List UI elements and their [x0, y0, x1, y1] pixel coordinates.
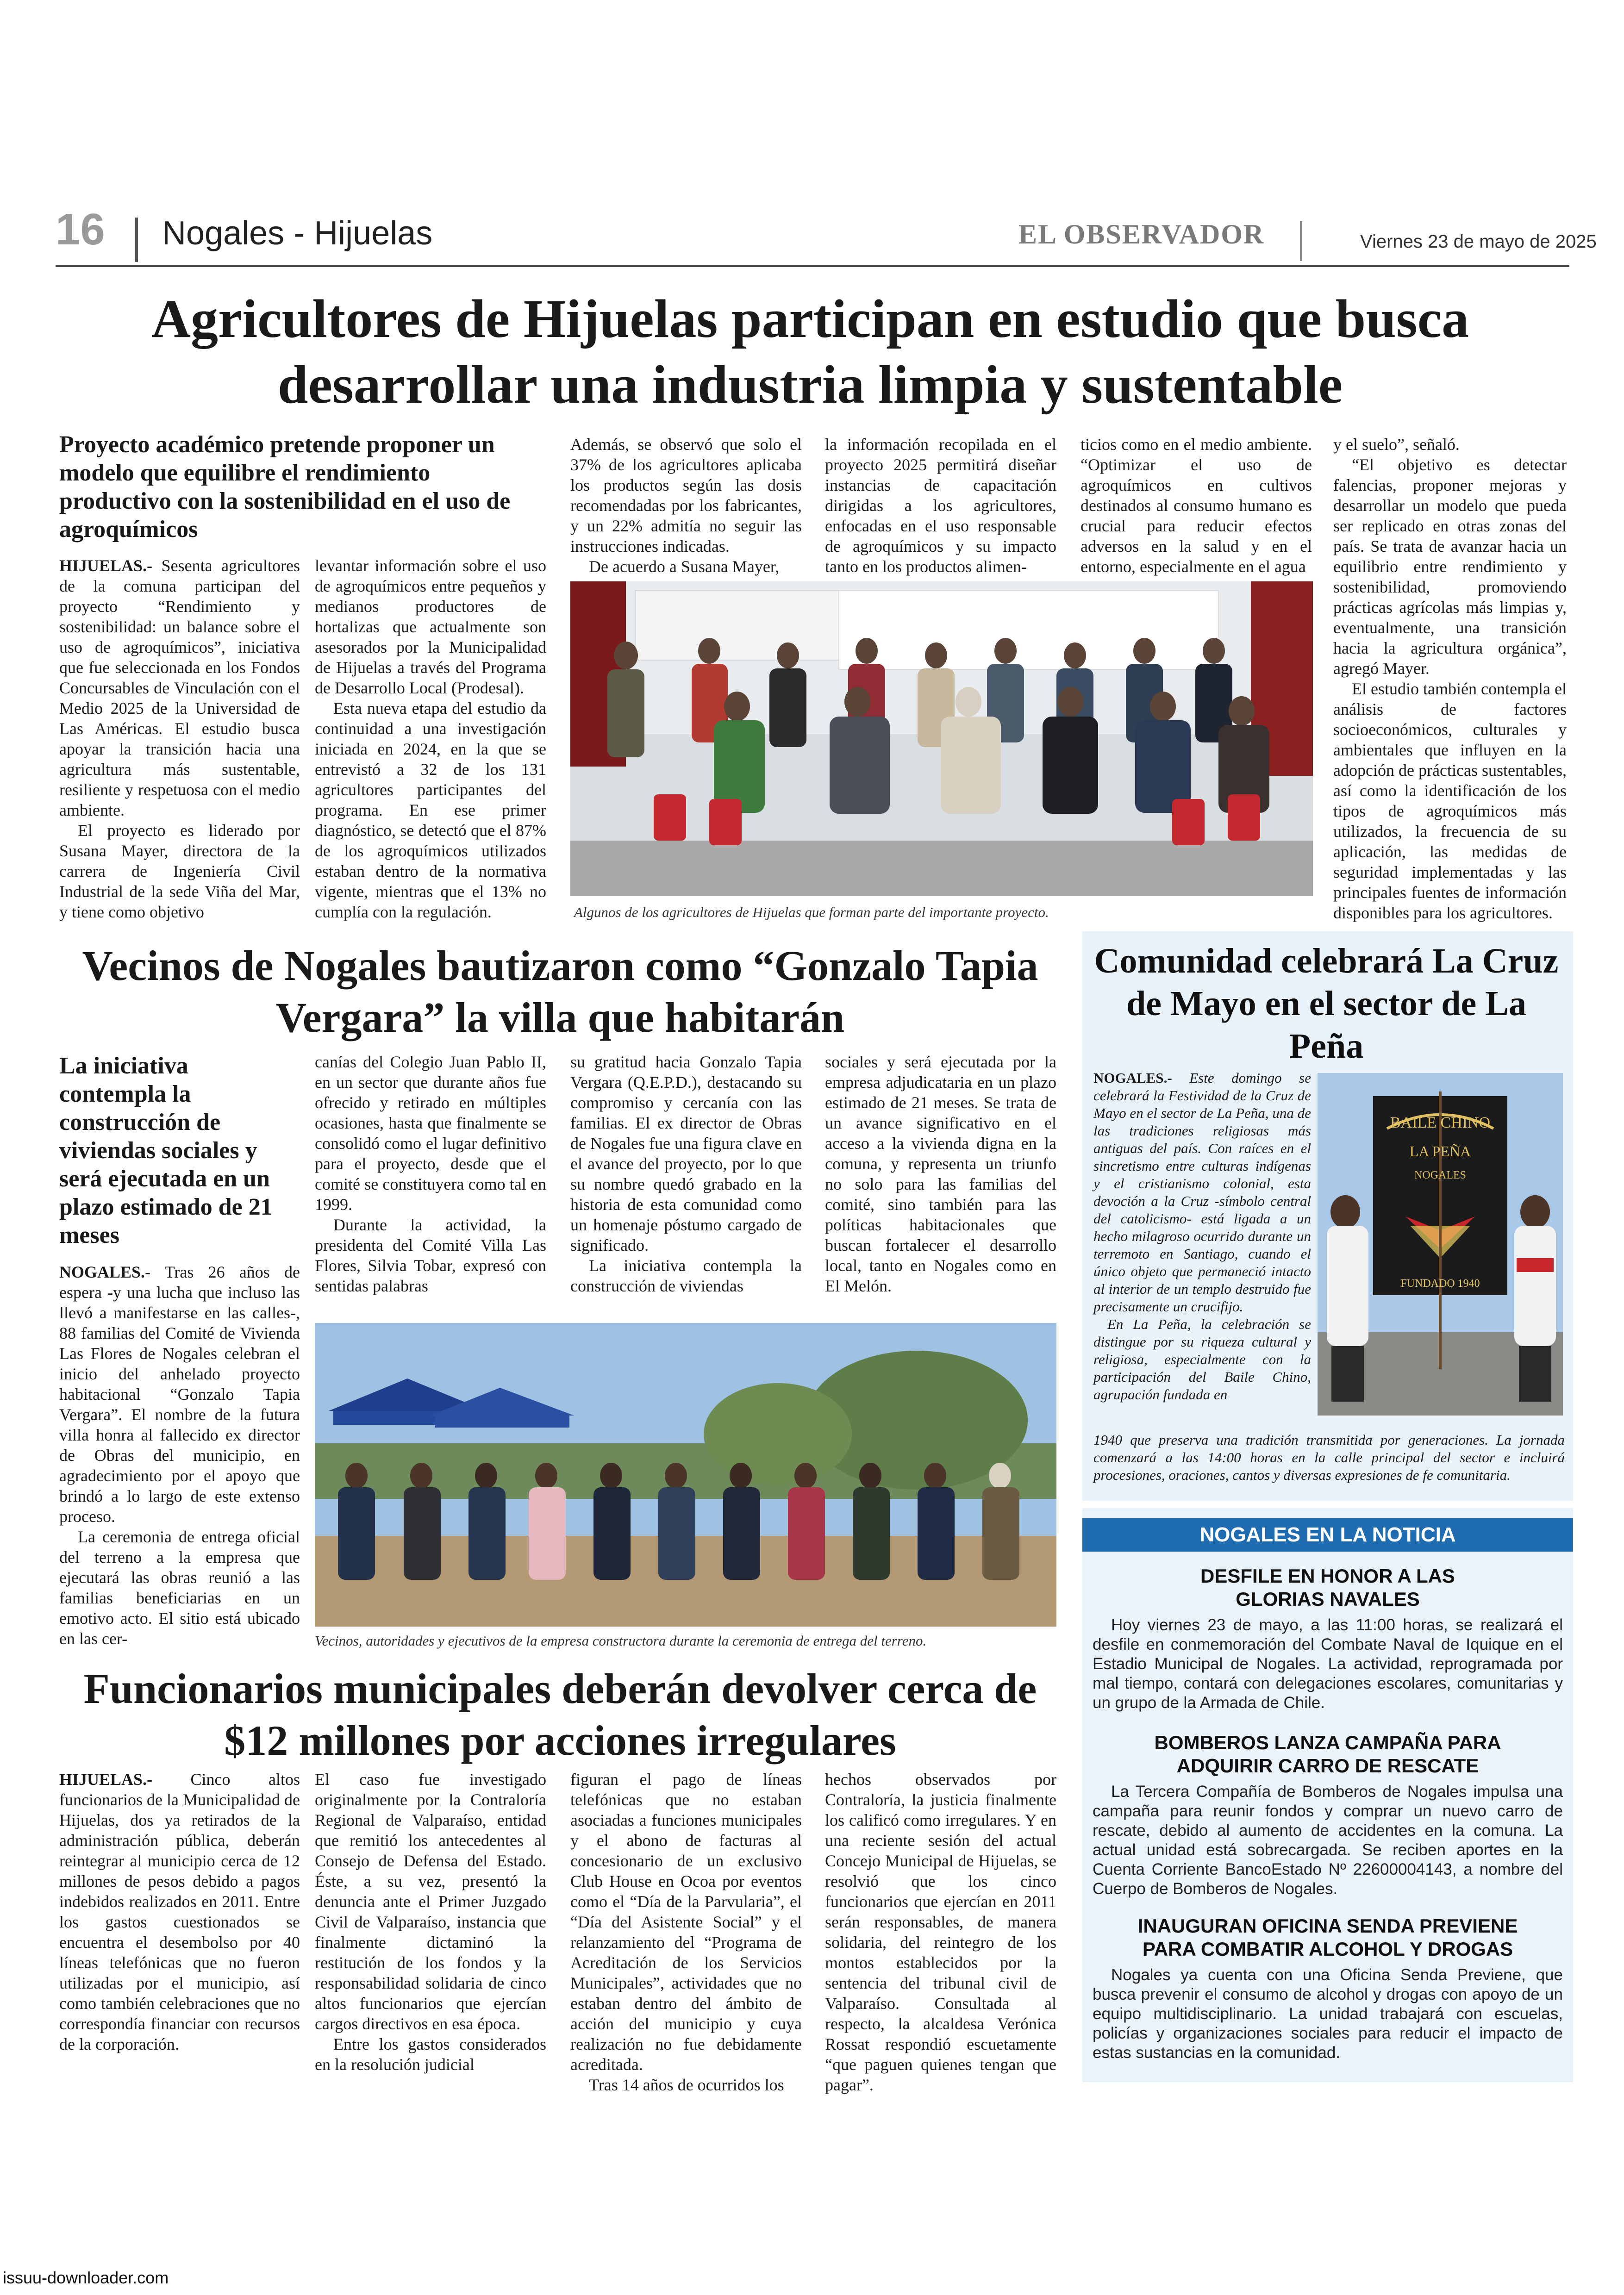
article1-headline: Agricultores de Hijuelas participan en estudio que busca desarrollar una industria limpia y sustentable [151, 288, 1469, 415]
baile-chino-photo [1318, 1073, 1563, 1416]
article4-headline: Funcionarios municipales deberán devolver cerca de $12 millones por acciones irregulares [83, 1665, 1037, 1764]
article1-col5-p1: ticios como en el medio ambiente. “Optimizar el uso de agroquímicos en cultivos destinados al consumo humano es crucial para reducir efectos adversos en la salud y en el entorno, especialmente en el agua [1081, 435, 1312, 576]
article2-col1-p2: La ceremonia de entrega oficial del terreno a la empresa que ejecutará las obras reunió a las familias beneficiarias en un emotivo acto. El sitio está ubicado en las cer- [59, 1528, 300, 1648]
article4-col4-p1: hechos observados por Contraloría, la justicia finalmente los calificó como irregulares. Y en una reciente sesión del actual Concejo Municipal de Hijuelas, se resolvió que los cinco funcionarios que ejercían en 2011 serán responsables, de manera solidaria, del reintegro de los montos establecidos por la sentencia del tribunal civil de Valparaíso. Consultada al respecto, la alcaldesa Verónica Rossat respondió escuetamente “que paguen quienes tengan que pagar”. [825, 1770, 1056, 2094]
article1-deck: Proyecto académico pretende proponer un modelo que equilibre el rendimiento productivo con la sostenibilidad en el uso de agroquímicos [59, 431, 511, 543]
article4-col4 [825, 1769, 1056, 2095]
article1-col2-p1: levantar información sobre el uso de agroquímicos entre pequeños y medianos productores de hortalizas que actualmente son asesorados por la Municipalidad de Hijuelas a través del Programa de Desarrollo Local (Prodesal). [315, 556, 546, 697]
article2-dateline: NOGALES.- [59, 1263, 151, 1281]
news-item-body: Nogales ya cuenta con una Oficina Senda Previene, que busca prevenir el consumo de alcohol y drogas con apoyo de un equipo multidisciplinario. La unidad trabajará con escuelas, policías y organizaciones sociales para reducir el impacto de estas sustancias en la comunidad. [1093, 1966, 1563, 2062]
ceremony-photo-caption: Vecinos, autoridades y ejecutivos de la empresa constructora durante la ceremonia de entrega del terreno. [315, 1633, 927, 1649]
news-item-2 [1093, 1731, 1563, 1899]
article4-col3-p1: figuran el pago de líneas telefónicas que no estaban asociadas a funciones municipales y el abono de facturas al concesionario de un exclusivo Club House en Ocoa por eventos como el “Día de la Parvularia”, el “Día del Asistente Social” y el relanzamiento del “Programa de Acreditación de los Servicios Municipales”, actividades que no estaban dentro del ámbito de acción del municipio y cuya realización no fue debidamente acreditada. [570, 1770, 802, 2074]
article1-col1-p1: Sesenta agricultores de la comuna participan del proyecto “Rendimiento y sostenibilidad: un balance sobre el uso de agroquímicos”, iniciativa que fue seleccionada en los Fondos Concursables de Vinculación con el Medio 2025 de la Universidad de Las Américas. El estudio busca apoyar la transición hacia una agricultura más sustentable, resiliente y respetuosa con el medio ambiente. [59, 556, 300, 819]
ceremony-photo [315, 1323, 1056, 1627]
article3-wide-text: 1940 que preserva una tradición transmitida por generaciones. La jornada comenzará a las 14:00 horas en la calle principal del sector e incluirá procesiones, oraciones, cantos y diversas expresiones de fe comunitaria. [1093, 1432, 1565, 1483]
article1-col6-p1: y el suelo”, señaló. [1333, 435, 1460, 454]
news-item-body: La Tercera Compañía de Bomberos de Nogales impulsa una campaña para reunir fondos y comprar un nuevo carro de rescate, debido al aumento de accidentes en la comuna. La actual unidad está sobrecargada. Se reciben aportes en la Cuenta Corriente BancoEstado Nº 22600004143, a nombre del Cuerpo de Bomberos de Nogales. [1093, 1783, 1563, 1898]
article4-col3-p2: Tras 14 años de ocurridos los [589, 2076, 784, 2094]
article1-col2 [315, 555, 546, 922]
article2-col3-p1: su gratitud hacia Gonzalo Tapia Vergara (Q.E.P.D.), destacando su compromiso y cercanía con las familias. El ex director de Obras de Nogales fue una figura clave en el avance del proyecto, por lo que su nombre quedó grabado en la historia de esta comunidad como un homenaje póstumo cargado de significado. [570, 1053, 802, 1254]
banner-text-2: LA PEÑA [1409, 1143, 1471, 1160]
banner-text-1: BAILE CHINO [1390, 1114, 1491, 1131]
banner-text-3: NOGALES [1414, 1169, 1466, 1181]
article4-col1 [59, 1769, 300, 2054]
article1-col2-p2: Esta nueva etapa del estudio da continuidad a una investigación iniciada en 2024, en la que se entrevistó a 32 de los 131 agricultores participantes del programa. En ese primer diagnóstico, se detectó que el 87% de los agroquímicos utilizados estaban dentro de la normativa vigente, mientras que el 13% no cumplía con la regulación. [315, 699, 546, 921]
article2-col3-p2: La iniciativa contempla la construcción de viviendas [570, 1256, 802, 1295]
article3-headline: Comunidad celebrará La Cruz de Mayo en el sector de La Peña [1094, 942, 1559, 1066]
article1-col3-p2: De acuerdo a Susana Mayer, [589, 557, 780, 576]
ceremony-photo-illustration [315, 1323, 1056, 1627]
news-item-3 [1093, 1915, 1563, 2063]
news-item-body: Hoy viernes 23 de mayo, a las 11:00 horas, se realizará el desfile en conmemoración del Combate Naval de Iquique en el Estadio Municipal de Nogales. La actividad, reprogramada por mal tiempo, contará con delegaciones escolares, comunitarias y un grupo de la Armada de Chile. [1093, 1616, 1563, 1712]
footer-watermark: issuu-downloader.com [3, 2268, 169, 2287]
publication-logo: EL OBSERVADOR [1018, 219, 1265, 249]
article1-col3 [570, 434, 802, 577]
page-number: 16 [56, 205, 105, 254]
header-divider [135, 218, 138, 262]
article1-col6 [1333, 434, 1567, 923]
news-box-heading: NOGALES EN LA NOTICIA [1082, 1518, 1573, 1552]
news-item-title: BOMBEROS LANZA CAMPAÑA PARA ADQUIRIR CARRO DE RESCATE [1154, 1732, 1501, 1777]
farmers-photo-illustration [570, 581, 1313, 896]
farmers-group-photo [570, 581, 1313, 896]
article1-dateline: HIJUELAS.- [59, 556, 153, 575]
farmers-photo-caption: Algunos de los agricultores de Hijuelas que forman parte del importante proyecto. [574, 904, 1049, 920]
article2-col2-p2: Durante la actividad, la presidenta del Comité Villa Las Flores, Silvia Tobar, expresó con sentidas palabras [315, 1216, 546, 1295]
article2-headline: Vecinos de Nogales bautizaron como “Gonzalo Tapia Vergara” la villa que habitarán [82, 942, 1038, 1041]
baile-chino-illustration [1318, 1073, 1563, 1416]
article4-col3 [570, 1769, 802, 2095]
section-title: Nogales - Hijuelas [162, 215, 433, 252]
article1-col4 [825, 434, 1056, 577]
article2-deck: La iniciativa contempla la construcción de viviendas sociales y será ejecutada en un plazo estimado de 21 meses [59, 1053, 273, 1248]
article1-col3-p1: Además, se observó que solo el 37% de los agricultores aplicaba los productos según las dosis recomendadas por los fabricantes, y un 22% admitía no seguir las instrucciones indicadas. [570, 435, 802, 555]
article4-col2 [315, 1769, 546, 2075]
article1-col4-p1: la información recopilada en el proyecto 2025 permitirá diseñar instancias de capacitación dirigidas a los agricultores, enfocadas en el uso responsable de agroquímicos y su impacto tanto en los productos alimen- [825, 435, 1056, 576]
news-item-title: INAUGURAN OFICINA SENDA PREVIENE PARA COMBATIR ALCOHOL Y DROGAS [1137, 1915, 1518, 1960]
article4-col2-p2: Entre los gastos considerados en la resolución judicial [315, 2035, 546, 2074]
article3-dateline: NOGALES.- [1093, 1070, 1172, 1086]
article1-col1 [59, 555, 300, 922]
header-rule [56, 265, 1569, 267]
header-divider-right [1300, 221, 1302, 261]
article1-col1-p2: El proyecto es liderado por Susana Mayer, directora de la carrera de Ingeniería Civil Industrial de la sede Viña del Mar, y tiene como objetivo [59, 821, 300, 921]
article4-col2-p1: El caso fue investigado originalmente por la Contraloría Regional de Valparaíso, entidad que remitió los antecedentes al Consejo de Defensa del Estado. Éste, a su vez, presentó la denuncia ante el Primer Juzgado Civil de Valparaíso, instancia que finalmente dictaminó la restitución de los fondos y la responsabilidad solidaria de cinco altos funcionarios que ejercían cargos directivos en esa época. [315, 1770, 546, 2033]
issue-date: Viernes 23 de mayo de 2025 [1360, 231, 1597, 252]
article1-col6-p2: “El objetivo es detectar falencias, proponer mejoras y desarrollar un modelo que pueda ser replicado en otras zonas del país. Se trata de avanzar hacia un equilibrio entre rendimiento y sostenibilidad, promoviendo prácticas agrícolas más limpias y, eventualmente, una transición hacia la agricultura orgánica”, agregó Mayer. [1333, 455, 1567, 678]
news-item-1 [1093, 1565, 1563, 1713]
article1-col5 [1081, 434, 1312, 577]
article3-narrow-text [1093, 1069, 1311, 1403]
article3-text-p1: Este domingo se celebrará la Festividad de la Cruz de Mayo en el sector de La Peña, una de las tradiciones religiosas más antiguas del país. Con raíces en el sincretismo entre culturas indígenas y el cristianismo colonial, esta devoción a la Cruz -símbolo central del catolicismo- está ligada a un hecho milagroso ocurrido durante un terremoto en Santiago, cuando el único objeto que permaneció intacto al interior de un templo destruido fue precisamente un crucifijo. [1093, 1070, 1311, 1315]
article2-col4 [825, 1052, 1056, 1296]
article4-dateline: HIJUELAS.- [59, 1770, 153, 1789]
article2-col1 [59, 1262, 300, 1649]
article3-text-p2: En La Peña, la celebración se distingue por su riqueza cultural y religiosa, especialmente con la participación del Baile Chino, agrupación fundada en [1093, 1316, 1311, 1403]
news-item-title: DESFILE EN HONOR A LAS GLORIAS NAVALES [1200, 1565, 1455, 1610]
article2-col2 [315, 1052, 546, 1296]
article2-col2-p1: canías del Colegio Juan Pablo II, en un sector que durante años fue ofrecido y retirado en múltiples ocasiones, hasta que finalmente se consolidó como el lugar definitivo para el proyecto, desde que el comité se constituyera como tal en 1999. [315, 1053, 546, 1214]
article2-col3 [570, 1052, 802, 1296]
article2-col1-p1: Tras 26 años de espera -y una lucha que incluso las llevó a manifestarse en las calles-, 88 familias del Comité de Vivienda Las Flores de Nogales celebran el inicio del anhelado proyecto habitacional “Gonzalo Tapia Vergara”. El nombre de la futura villa honra al fallecido ex director de Obras del municipio, en agradecimiento por el apoyo que brindó a lo largo de este extenso proceso. [59, 1263, 300, 1526]
article4-col1-p1: Cinco altos funcionarios de la Municipalidad de Hijuelas, dos ya retirados de la administración pública, deberán reintegrar al municipio cerca de 12 millones de pesos debido a pagos indebidos realizados en 2011. Entre los gastos cuestionados se encuentra el desembolso por 40 líneas telefónicas que no fueron utilizadas por el municipio, así como también celebraciones que no correspondía financiar con recursos de la corporación. [59, 1770, 300, 2053]
banner-text-4: FUNDADO 1940 [1400, 1278, 1480, 1290]
article2-col4-p1: sociales y será ejecutada por la empresa adjudicataria en un plazo estimado de 21 meses. Se trata de un avance significativo en el acceso a la vivienda digna en la comuna, y representa un triunfo no solo para las familias del comité, sino también para las políticas habitacionales que buscan fortalecer el desarrollo local, tanto en Nogales como en El Melón. [825, 1053, 1056, 1295]
article1-col6-p3: El estudio también contempla el análisis de factores socioeconómicos, culturales y ambientales que influyen en la adopción de prácticas sustentables, así como la identificación de los tipos de agroquímicos más utilizados, la frecuencia de su aplicación, las medidas de seguridad implementadas y las principales fuentes de información disponibles para los agricultores. [1333, 680, 1567, 922]
